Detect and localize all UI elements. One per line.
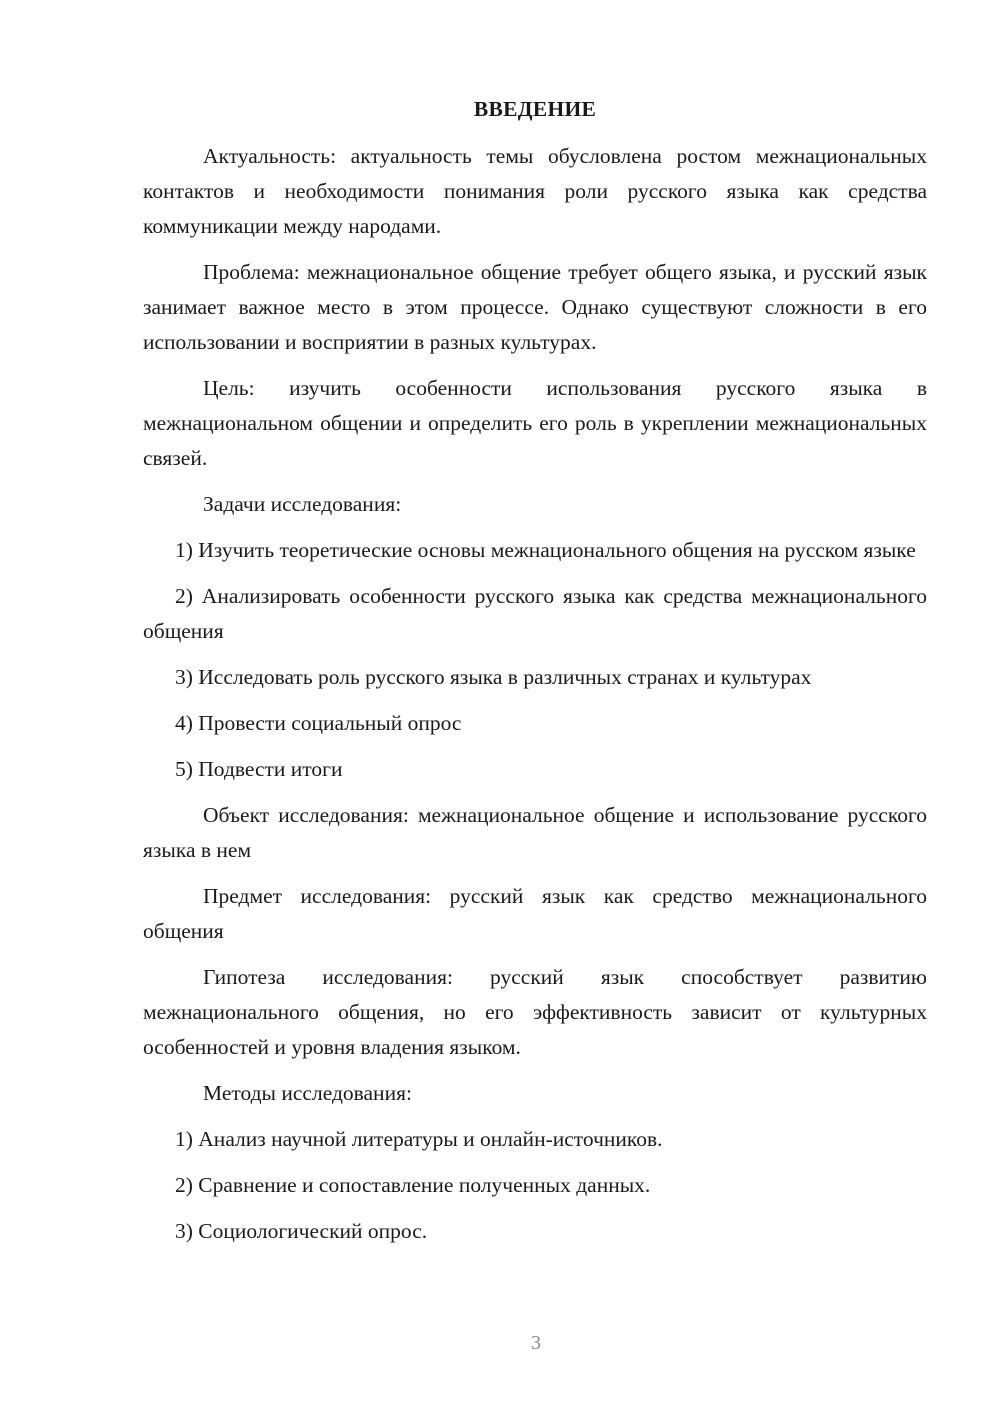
methods-heading: Методы исследования: xyxy=(203,1081,412,1105)
task-item-1: 1) Изучить теоретические основы межнационального общения на русском языке xyxy=(175,538,916,562)
method-item-2: 2) Сравнение и сопоставление полученных данных. xyxy=(175,1173,651,1197)
task-item-3: 3) Исследовать роль русского языка в различных странах и культурах xyxy=(175,665,812,689)
page-content xyxy=(143,92,927,1260)
problem-paragraph: Проблема: межнациональное общение требует общего языка, и русский язык занимает важное место в этом процессе. Однако существуют сложности в его использовании и восприятии в разных культурах. xyxy=(143,260,927,354)
page-title: ВВЕДЕНИЕ xyxy=(473,97,597,121)
subject-paragraph: Предмет исследования: русский язык как средство межнационального общения xyxy=(143,884,927,943)
task-item-5: 5) Подвести итоги xyxy=(175,757,343,781)
method-item-1: 1) Анализ научной литературы и онлайн-источников. xyxy=(175,1127,663,1151)
hypothesis-paragraph: Гипотеза исследования: русский язык способствует развитию межнационального общения, но его эффективность зависит от культурных особенностей и уровня владения языком. xyxy=(143,965,927,1059)
method-item-3: 3) Социологический опрос. xyxy=(175,1219,428,1243)
goal-paragraph: Цель: изучить особенности использования русского языка в межнациональном общении и определить его роль в укреплении межнациональных связей. xyxy=(143,376,927,470)
page-number: 3 xyxy=(531,1332,541,1354)
task-item-2: 2) Анализировать особенности русского языка как средства межнационального общения xyxy=(143,584,927,643)
object-paragraph: Объект исследования: межнациональное общение и использование русского языка в нем xyxy=(143,803,927,862)
task-item-4: 4) Провести социальный опрос xyxy=(175,711,462,735)
tasks-heading: Задачи исследования: xyxy=(203,492,402,516)
relevance-paragraph: Актуальность: актуальность темы обусловлена ростом межнациональных контактов и необходимости понимания роли русского языка как средства коммуникации между народами. xyxy=(143,144,927,238)
